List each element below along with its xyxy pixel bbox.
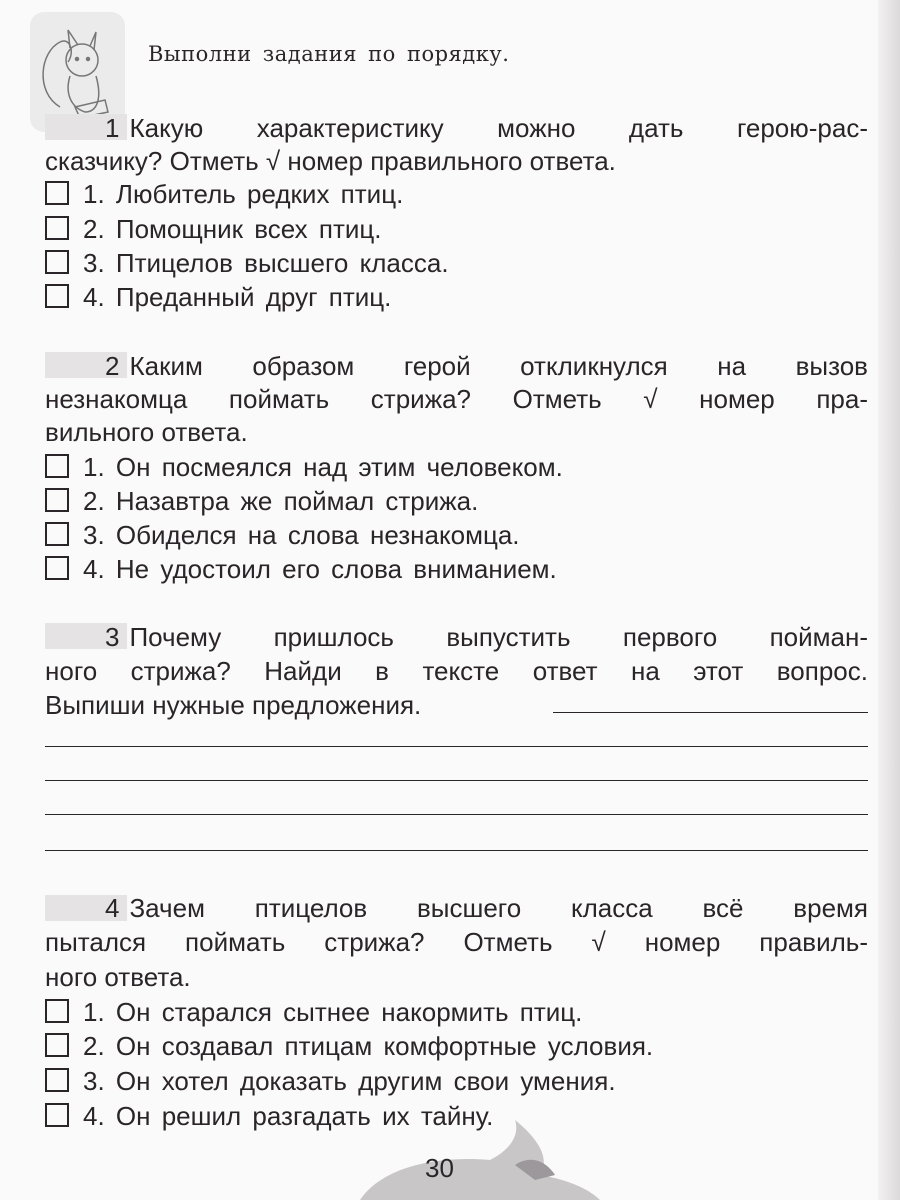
checkbox[interactable] [45,216,69,240]
checkbox[interactable] [45,999,69,1023]
question-4-line-3: ного ответа. [45,962,191,992]
page-number: 30 [425,1153,454,1183]
checkbox[interactable] [45,1033,69,1057]
question-1-line-1: 1 Какую характеристику можно дать герою-рас- [105,113,868,143]
answer-option[interactable]: 2. Помощник всех птиц. [45,212,382,246]
checkbox[interactable] [45,250,69,274]
answer-option[interactable]: 4. Преданный друг птиц. [45,280,391,314]
checkbox[interactable] [45,556,69,580]
answer-option[interactable]: 1. Любитель редких птиц. [45,177,403,211]
question-2-line-1: 2 Каким образом герой откликнулся на вызов [105,351,868,381]
checkbox[interactable] [45,454,69,478]
answer-option[interactable]: 3. Он хотел доказать другим свои умения. [45,1064,616,1098]
checkbox[interactable] [45,1103,69,1127]
question-4-line-2: пытался поймать стрижа? Отметь √ номер правиль- [45,927,868,957]
checkbox[interactable] [45,1068,69,1092]
answer-option[interactable]: 2. Назавтра же поймал стрижа. [45,484,478,518]
answer-line[interactable] [45,850,868,851]
answer-option[interactable]: 2. Он создавал птицам комфортные условия. [45,1029,653,1063]
answer-option[interactable]: 3. Обиделся на слова незнакомца. [45,518,520,552]
checkbox[interactable] [45,181,69,205]
answer-line[interactable] [553,712,868,713]
question-3-line-2: ного стрижа? Найди в тексте ответ на этот вопрос. [45,656,868,686]
checkbox[interactable] [45,284,69,308]
answer-line[interactable] [45,814,868,815]
question-3-line-1: 3 Почему пришлось выпустить первого пойман- [105,622,868,652]
page-edge-shadow [878,0,900,1200]
question-number: 1 [105,113,120,143]
answer-option[interactable]: 3. Птицелов высшего класса. [45,246,449,280]
answer-line[interactable] [45,780,868,781]
question-2-line-3: вильного ответа. [45,417,248,447]
checkbox[interactable] [45,522,69,546]
question-4-line-1: 4 Зачем птицелов высшего класса всё время [105,893,868,923]
answer-option[interactable]: 1. Он посмеялся над этим человеком. [45,450,563,484]
question-1-line-2: сказчику? Отметь √ номер правильного ответа. [45,146,616,176]
question-number: 4 [105,893,120,923]
question-3-line-3: Выпиши нужные предложения. [45,690,422,720]
question-2-line-2: незнакомца поймать стрижа? Отметь √ номер пра- [45,384,868,414]
question-number: 3 [105,622,120,652]
swift-bird-icon [340,1120,600,1200]
question-number: 2 [105,351,120,381]
answer-line[interactable] [45,746,868,747]
answer-option[interactable]: 1. Он старался сытнее накормить птиц. [45,995,582,1029]
answer-option[interactable]: 4. Не удостоил его слова вниманием. [45,552,557,586]
answer-option[interactable]: 4. Он решил разгадать их тайну. [45,1099,493,1133]
checkbox[interactable] [45,488,69,512]
instruction-heading: Выполни задания по порядку. [148,42,510,66]
